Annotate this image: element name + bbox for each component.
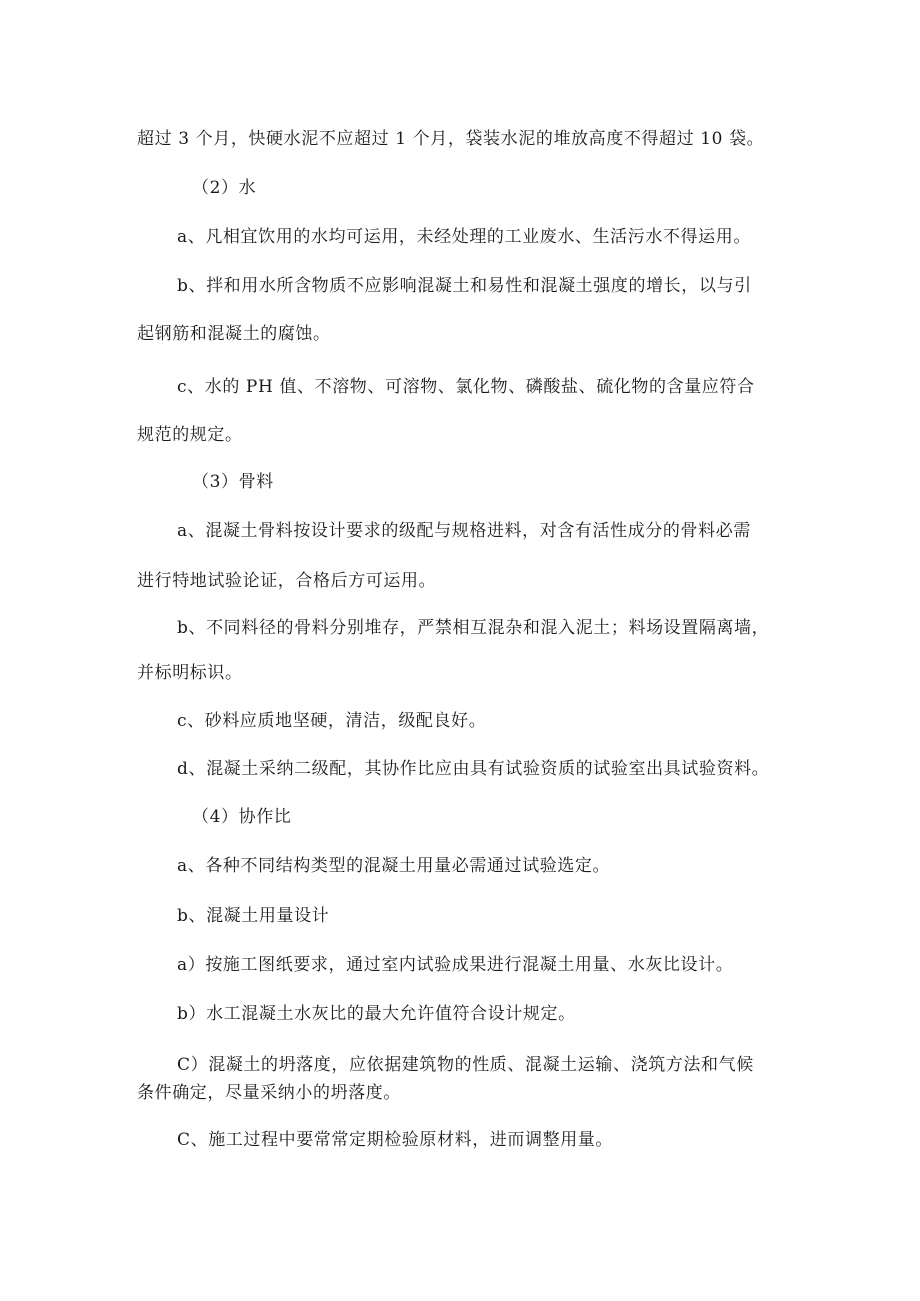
text-line-aggregate-a-cont: 进行特地试验论证，合格后方可运用。 xyxy=(137,571,437,591)
text-line-aggregate-b: b、不同料径的骨料分别堆存，严禁相互混杂和混入泥土；料场设置隔离墙， xyxy=(177,618,770,638)
text-line-cement-storage: 超过 3 个月，快硬水泥不应超过 1 个月，袋装水泥的堆放高度不得超过 10 袋。 xyxy=(137,129,765,149)
text-line-water-c-cont: 规范的规定。 xyxy=(137,425,243,445)
heading-aggregate: （3）骨料 xyxy=(192,472,274,492)
text-line-mix-b-a: a）按施工图纸要求，通过室内试验成果进行混凝土用量、水灰比设计。 xyxy=(177,955,734,975)
text-line-water-a: a、凡相宜饮用的水均可运用，未经处理的工业废水、生活污水不得运用。 xyxy=(177,227,751,247)
text-line-water-b-cont: 起钢筋和混凝土的腐蚀。 xyxy=(137,324,331,344)
text-line-aggregate-c: c、砂料应质地坚硬，清洁，级配良好。 xyxy=(177,711,487,731)
text-line-aggregate-b-cont: 并标明标识。 xyxy=(137,663,243,683)
text-line-water-b: b、拌和用水所含物质不应影响混凝土和易性和混凝土强度的增长，以与引 xyxy=(177,276,752,296)
heading-water: （2）水 xyxy=(192,178,257,198)
text-line-mix-a: a、各种不同结构类型的混凝土用量必需通过试验选定。 xyxy=(177,856,611,876)
text-line-mix-c: C、施工过程中要常常定期检验原材料，进而调整用量。 xyxy=(177,1130,614,1150)
text-line-aggregate-a: a、混凝土骨料按设计要求的级配与规格进料，对含有活性成分的骨料必需 xyxy=(177,521,751,541)
text-line-mix-b-c: C）混凝土的坍落度，应依据建筑物的性质、混凝土运输、浇筑方法和气候 xyxy=(177,1055,754,1075)
text-line-mix-b-b: b）水工混凝土水灰比的最大允许值符合设计规定。 xyxy=(177,1004,576,1024)
text-line-mix-b-c-cont: 条件确定，尽量采纳小的坍落度。 xyxy=(137,1083,401,1103)
heading-mix-ratio: （4）协作比 xyxy=(192,807,292,827)
text-line-aggregate-d: d、混凝土采纳二级配，其协作比应由具有试验资质的试验室出具试验资料。 xyxy=(177,759,770,779)
text-line-mix-b: b、混凝土用量设计 xyxy=(177,906,330,926)
text-line-water-c: c、水的 PH 值、不溶物、可溶物、氯化物、磷酸盐、硫化物的含量应符合 xyxy=(177,377,755,397)
